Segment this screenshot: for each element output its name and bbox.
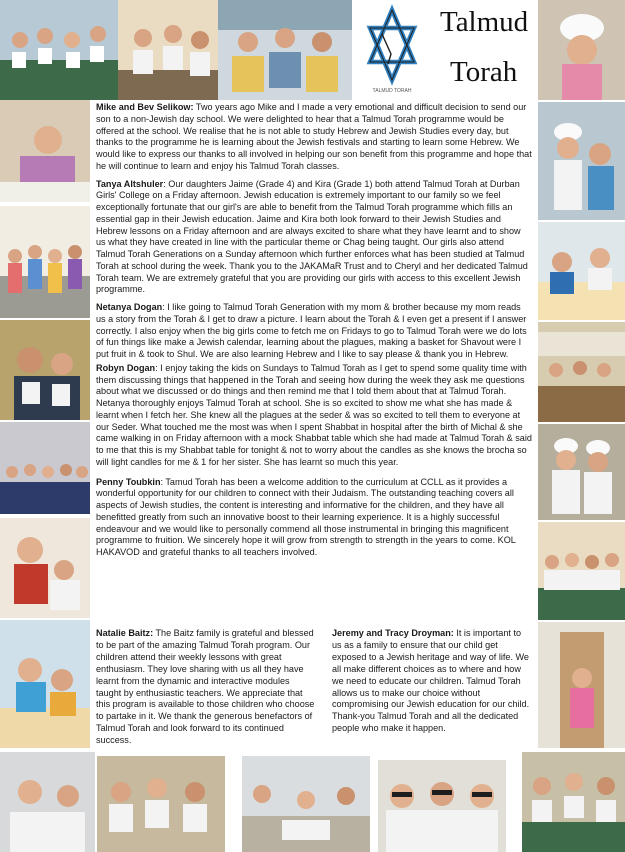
photo-boys-with-artwork <box>218 0 352 100</box>
photo-kids-at-table <box>0 620 90 748</box>
photo-teacher-with-children <box>0 518 90 618</box>
page-title-line1: Talmud <box>440 6 529 38</box>
testimonial-selikow: Mike and Bev Selikow: Two years ago Mike and I made a very emotional and difficult decision to send our son to a non-Jewish day school. We were delighted to hear that a Talmud Torah programme would be offered at the school. We realise that he is not able to study Hebrew and Jewish Studies every day, but thanks to the programme he is learning about the Jewish festivals and starting to learn some Hebrew. We would like to express our thanks to all involved in helping our son benefit from this programme and hope that he will continue to learn and enjoy his Talmud Torah classes. <box>96 102 532 171</box>
photo-boys-with-papers <box>118 0 218 100</box>
photo-girl-writing <box>0 100 90 202</box>
testimonial-netanya-dogan: Netanya Dogan: I like going to Talmud Torah Generation with my mom & brother because my mom reads us a story from the Torah & I get to draw a picture. I learn about the Torah & I even get a present if I answer correctly. I also enjoy when the big girls come to fetch me on Fridays to go to Talmud Torah were we do lots of fun things like make a Jewish calendar, learning about the plagues, making a basket for Shavout were I put fruit in & took to Shul. We are also learning Hebrew and I like to say please & thank you in Hebrew. <box>96 302 527 359</box>
photo-children-with-worksheets <box>0 0 118 100</box>
photo-line-of-pupils <box>538 522 625 620</box>
photo-class-in-uniforms <box>0 422 90 514</box>
photo-girl-in-doorway <box>538 622 625 748</box>
photo-children-group-outdoor <box>0 206 90 318</box>
photo-girls-cooking <box>538 102 625 220</box>
photo-boys-with-cards <box>97 756 225 852</box>
photo-children-crafting <box>538 222 625 320</box>
testimonial-toubkin: Penny Toubkin: Tamud Torah has been a welcome addition to the curriculum at CCLL as it provides a wonderful opportunity for our children to connect with their Judaism. The outstanding teaching covers all aspects of Jewish studies, the content is interesting and informative for the children, and they have all benefitted greatly from such an innovative boost to their learning experience. It is a highly successful endeavour and we would like to personally commend all those instrumental in bringing this magnificent programme to fruition. We sincerely hope it will grow from strength to strength in the years to come. KOL HAKAVOD and grateful thanks to all teachers involved. <box>96 476 516 557</box>
testimonial-robyn-dogan: Robyn Dogan: I enjoy taking the kids on Sundays to Talmud Torah as I get to spend some quality time with them discussing things that happened in the Torah and seeing how during the week they ask me questions about what we discussed or do things and then remind me that I told them about that at Talmud Torah. Netanya thoroughly enjoys Talmud Torah at school. She is so excited to show me what she has made & learnt when I fetch her. She knew all the plagues at the seder & was so excited to tell them to everyone at our Seder. What touched me the most was when I spent Shabbat in hospital after the birth of Michal & she came walking in on Friday afternoon with a mock Shabbat table which she had made at Talmud Torah & said to me that this is my Shabbat table for tonight & not to worry about the candles as she knows the brocha so will light candles for me & 1 for her sister. She has learnt so much this year. <box>96 362 532 467</box>
testimonial-droyman: Jeremy and Tracy Droyman: It is important to us as a family to ensure that our child get exposed to a Jewish heritage and way of life. We all make different choices as to where and how we need to educate our children. Talmud Torah allows us to make our choice without compromising our Jewish education for our child. Thank-you Talmud Torah and all the dedicated people who make it happen. <box>332 628 530 734</box>
page-title-line2: Torah <box>450 56 518 88</box>
photo-girl-chef-hat <box>538 0 625 100</box>
testimonial-baitz: Natalie Baitz: The Baitz family is grateful and blessed to be part of the amazing Talmud Torah program. Our children attend their weekly lessons with great enthusiasm. They love sharing with us all they have learnt from the dynamic and interactive modules taught by enthusiastic teachers. We appreciate that this program is available to those children who choose to partake in it. We thank the generous benefactors of Talmud Torah and look forward to its continued success. <box>96 628 315 746</box>
talmud-torah-logo <box>364 4 420 96</box>
photo-students-reading <box>0 752 95 852</box>
photo-masked-children <box>378 760 506 852</box>
photo-chefs-cooking <box>538 424 625 520</box>
photo-class-at-desks <box>242 756 370 852</box>
photo-family-with-books <box>0 320 90 420</box>
photo-classroom-desks <box>538 322 625 422</box>
logo-caption: TALMUD TORAH <box>372 88 412 94</box>
testimonials-main <box>96 102 532 565</box>
photo-pupils-holding-papers <box>522 752 625 852</box>
testimonial-altshuler: Tanya Altshuler: Our daughters Jaime (Grade 4) and Kira (Grade 1) both attend Talmud Torah at Durban Girls' College on a Friday afternoon. Jewish education is extremely important to our family so we feel exceptionally fortunate that our girl's are able to benefit from the Talmud Torah programme which fills an essential gap in their Jewish education. Jaime and Kira both look forward to their Jewish Studies and Hebrew lessons on a Friday afternoon and are always excited to share what they have learnt and to show us what they have created in line with the particular theme or Chag being taught. Our girls also attend Talmud Torah Generations on a Sunday afternoon which further enforces what has been studied at Talmud Torah at school during the week. Thank you to the JAKAMaR Trust and to Cheryl and her dedicated Talmud Torah team. We are extremely grateful that you are providing our girls with access to this excellent Jewish programme. <box>96 178 528 295</box>
